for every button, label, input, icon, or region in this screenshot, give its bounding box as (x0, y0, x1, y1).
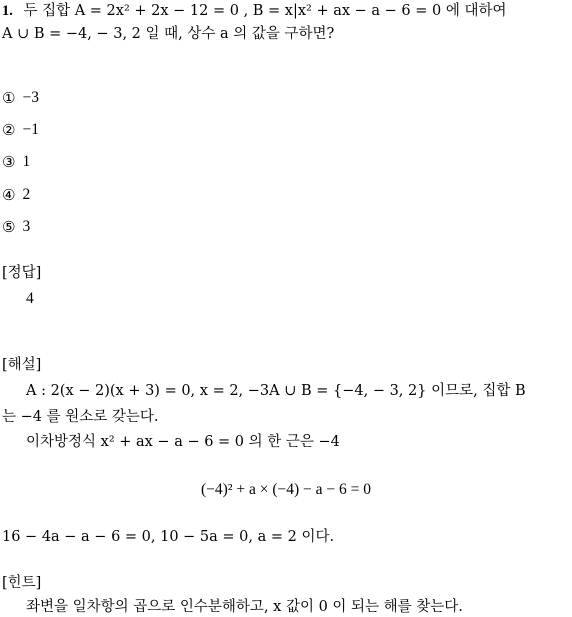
question-line-2: A ∪ B = −4, − 3, 2 일 때, 상수 a 의 값을 구하면? (2, 26, 335, 42)
choice-1[interactable] (2, 89, 39, 107)
choice-value-4: 2 (22, 186, 31, 203)
hint-text: 좌변을 일차항의 곱으로 인수분해하고, x 값이 0 이 되는 해를 찾는다. (26, 599, 463, 615)
choice-3[interactable] (2, 153, 30, 171)
choice-mark-3: ③ (2, 153, 16, 171)
explanation-line-2: 는 −4 를 원소로 갖는다. (2, 409, 159, 425)
choice-2[interactable] (2, 121, 39, 139)
choice-mark-4: ④ (2, 186, 16, 204)
choice-value-1: −3 (22, 89, 39, 106)
question-line-1 (2, 2, 507, 20)
choice-4[interactable] (2, 186, 30, 204)
question-number: 1. (2, 3, 13, 19)
explanation-line-3: 이차방정식 x² + ax − a − 6 = 0 의 한 근은 −4 (26, 434, 340, 450)
explanation-equation: (−4)² + a × (−4) − a − 6 = 0 (201, 481, 371, 498)
explanation-heading: [해설] (2, 357, 42, 373)
answer-heading: [정답] (2, 265, 42, 281)
explanation-line-1: A : 2(x − 2)(x + 3) = 0, x = 2, −3A ∪ B = {−4, − 3, 2} 이므로, 집합 B (26, 383, 526, 399)
choice-value-2: −1 (22, 121, 39, 138)
choice-value-3: 1 (22, 153, 31, 170)
choice-value-5: 3 (22, 218, 31, 235)
choice-mark-2: ② (2, 121, 16, 139)
question-text-1: 두 집합 A = 2x² + 2x − 12 = 0 , B = x|x² + ax − a − 6 = 0 에 대하여 (23, 3, 507, 19)
hint-heading: [힌트] (2, 575, 42, 591)
explanation-line-4: 16 − 4a − a − 6 = 0, 10 − 5a = 0, a = 2 이다. (2, 529, 335, 545)
answer-value: 4 (26, 290, 34, 307)
choice-5[interactable] (2, 218, 30, 236)
choice-mark-5: ⑤ (2, 218, 16, 236)
choice-mark-1: ① (2, 89, 16, 107)
